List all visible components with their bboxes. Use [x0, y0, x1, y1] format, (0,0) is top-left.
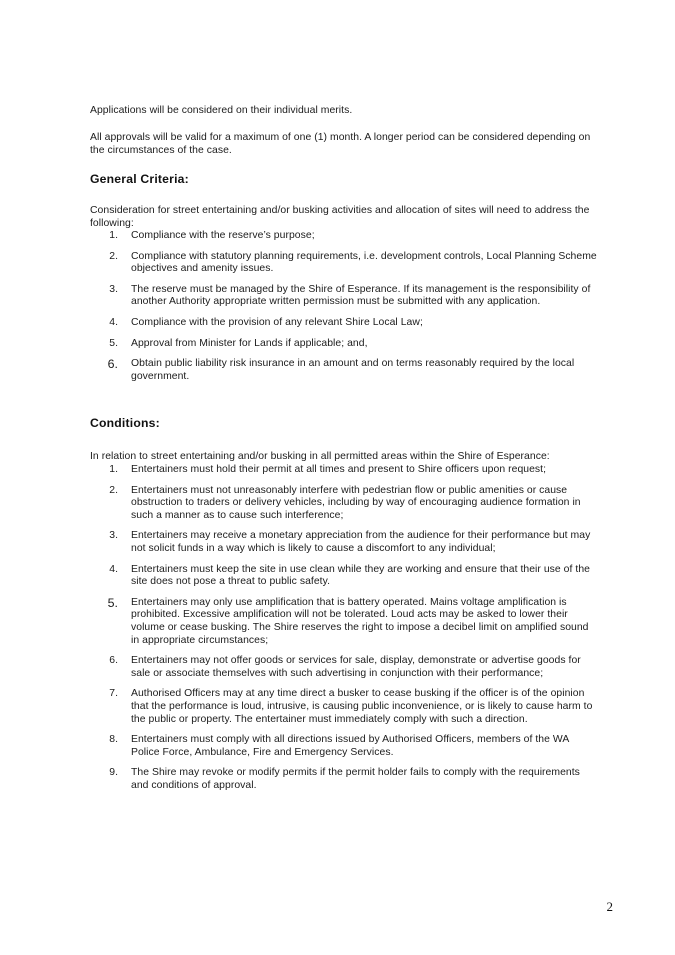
- list-item: 8. Entertainers must comply with all directions issued by Authorised Officers, members of the WA Police Force, Ambulance, Fire and Emergency Services.: [109, 734, 569, 758]
- list-item: 9. The Shire may revoke or modify permits if the permit holder fails to comply with the requirements and conditions of approval.: [109, 767, 580, 791]
- general-criteria-list: [90, 230, 597, 383]
- conditions-intro: In relation to street entertaining and/or busking in all permitted areas within the Shire of Esperance:: [90, 451, 550, 462]
- list-item: 5. Approval from Minister for Lands if applicable; and,: [109, 337, 368, 349]
- list-item: 2. Entertainers must not unreasonably interfere with pedestrian flow or public amenities or cause obstruction to traders or delivery vehicles, including by way of encouraging audience formation in such a manner as to cause such interference;: [109, 484, 581, 521]
- page-number: 2: [606, 899, 613, 914]
- conditions-heading: Conditions:: [90, 416, 160, 430]
- list-item: 4. Entertainers must keep the site in use clean while they are working and ensure that their use of the site does not pose a threat to public safety.: [109, 563, 590, 588]
- list-item: 3. Entertainers may receive a monetary appreciation from the audience for their performance but may not solicit funds in a way which is likely to cause a discomfort to any individual;: [109, 530, 591, 554]
- list-item: 2. Compliance with statutory planning requirements, i.e. development controls, Local Planning Scheme objectives and amenity issues.: [109, 250, 597, 275]
- general-criteria-heading: General Criteria:: [90, 172, 189, 186]
- list-item: 5. Entertainers may only use amplification that is battery operated. Mains voltage amplification is prohibited. Excessive amplification will not be tolerated. Loud acts may be asked to lower their volume or cease busking. The Shire reserves the right to impose a decibel limit on amplified sound in appropriate circumstances;: [107, 595, 589, 646]
- list-item: 1. Compliance with the reserve’s purpose;: [109, 230, 315, 241]
- list-item: 6. Obtain public liability risk insurance in an amount and on terms reasonably required by the local government.: [107, 357, 575, 382]
- list-item: 7. Authorised Officers may at any time direct a busker to cease busking if the officer is of the opinion that the performance is loud, intrusive, is causing public inconvenience, or is likely to cause harm to the public or property. The entertainer must immediately comply with such a direction.: [109, 688, 593, 725]
- list-item: 6. Entertainers may not offer goods or services for sale, display, demonstrate or advertise goods for sale or associate themselves with such advertising in conjunction with their performance;: [109, 655, 581, 679]
- general-criteria-intro: Consideration for street entertaining and/or busking activities and allocation of sites will need to address the following:: [90, 205, 590, 229]
- intro-paragraph-merits: Applications will be considered on their individual merits.: [90, 105, 353, 116]
- conditions-list: [90, 464, 597, 792]
- list-item: 3. The reserve must be managed by the Shire of Esperance. If its management is the responsibility of another Authority appropriate written permission must be submitted with any application.: [109, 283, 591, 308]
- list-item: 4. Compliance with the provision of any relevant Shire Local Law;: [109, 316, 423, 328]
- intro-paragraph-validity: All approvals will be valid for a maximum of one (1) month. A longer period can be considered depending on the circumstances of the case.: [90, 132, 591, 156]
- list-item: 1. Entertainers must hold their permit at all times and present to Shire officers upon request;: [109, 464, 547, 475]
